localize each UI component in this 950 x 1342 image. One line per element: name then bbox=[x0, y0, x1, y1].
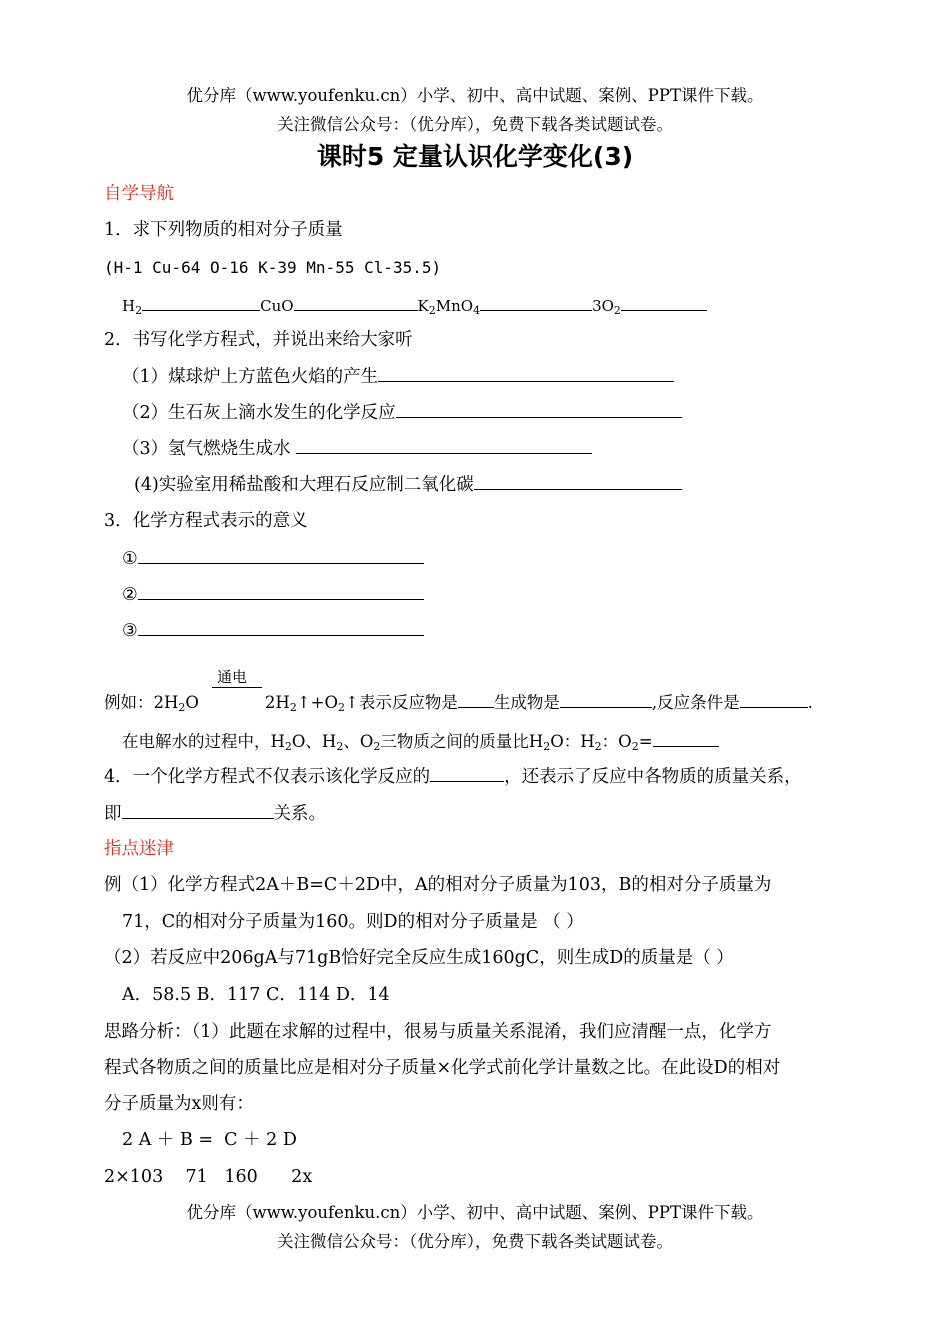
blank-cuo[interactable] bbox=[294, 293, 418, 311]
meaning-3: ③ bbox=[122, 618, 424, 643]
blank-k2mno4[interactable] bbox=[480, 293, 592, 311]
analysis-line-3: 分子质量为x则有： bbox=[104, 1094, 254, 1114]
blank-meaning-3[interactable] bbox=[138, 618, 424, 636]
equation-values: 2×103 71 160 2x bbox=[104, 1167, 313, 1187]
blank-2-2[interactable] bbox=[396, 400, 682, 418]
blank-condition[interactable] bbox=[740, 690, 808, 708]
analysis-line-1: 思路分析：（1）此题在求解的过程中，很易与质量关系混淆，我们应清醒一点，化学方 bbox=[104, 1022, 772, 1042]
example-line-3: （2）若反应中206gA与71gB恰好完全反应生成160gC，则生成D的质量是（ ） bbox=[104, 948, 734, 968]
blank-2-4[interactable] bbox=[474, 472, 682, 490]
section-heading-self-study: 自学导航 bbox=[104, 184, 174, 204]
question-2-item-3: （3）氢气燃烧生成水 bbox=[122, 436, 592, 461]
question-4-line-2: 即 关系。 bbox=[104, 801, 326, 826]
blank-q4-1[interactable] bbox=[430, 764, 504, 782]
meaning-2: ② bbox=[122, 582, 424, 607]
reaction-condition-line bbox=[212, 687, 262, 688]
question-3-text: 3．化学方程式表示的意义 bbox=[104, 511, 308, 531]
example-line-2: 71，C的相对分子质量为160。则D的相对分子质量是 （ ） bbox=[122, 912, 584, 932]
blank-h2[interactable] bbox=[142, 293, 260, 311]
footer-line-2: 关注微信公众号：（优分库），免费下载各类试题试卷。 bbox=[277, 1232, 673, 1251]
section-heading-tips: 指点迷津 bbox=[104, 839, 174, 859]
blank-2-1[interactable] bbox=[378, 364, 674, 382]
blank-product[interactable] bbox=[560, 690, 652, 708]
question-2-item-1: （1）煤球炉上方蓝色火焰的产生 bbox=[122, 364, 674, 389]
question-4-line-1: 4．一个化学方程式不仅表示该化学反应的 ，还表示了反应中各物质的质量关系， bbox=[104, 764, 802, 789]
question-2-item-2: （2）生石灰上滴水发生的化学反应 bbox=[122, 400, 682, 425]
question-1-blanks: $H_2$ CuO $K_2MnO_4$ $3O_2$ bbox=[122, 293, 707, 323]
meaning-1: ① bbox=[122, 546, 424, 571]
question-1-atomic-masses: (H-1 Cu-64 O-16 K-39 Mn-55 Cl-35.5) bbox=[104, 258, 442, 277]
reaction-condition: 通电 bbox=[217, 668, 248, 686]
blank-2-3[interactable] bbox=[296, 436, 592, 454]
header-line-1: 优分库（www.youfenku.cn）小学、初中、高中试题、案例、PPT课件下载。 bbox=[186, 86, 764, 105]
blank-reactant[interactable] bbox=[458, 690, 494, 708]
blank-meaning-2[interactable] bbox=[138, 582, 424, 600]
header-line-2: 关注微信公众号：（优分库），免费下载各类试题试卷。 bbox=[277, 115, 673, 134]
blank-3o2[interactable] bbox=[621, 293, 707, 311]
page-title: 课时5 定量认识化学变化(3) bbox=[316, 142, 634, 171]
footer-line-1: 优分库（www.youfenku.cn）小学、初中、高中试题、案例、PPT课件下载。 bbox=[186, 1203, 764, 1222]
example-options: A．58.5 B．117 C．114 D．14 bbox=[122, 985, 390, 1005]
blank-q4-2[interactable] bbox=[122, 801, 274, 819]
mass-ratio-line: 在电解水的过程中，$H_2O$、$H_2$、$O_2$三物质之间的质量比$H_2O$：$H_2$：$O_2=$ bbox=[122, 729, 719, 759]
analysis-line-2: 程式各物质之间的质量比应是相对分子质量×化学式前化学计量数之比。在此设D的相对 bbox=[104, 1058, 781, 1078]
question-2-item-4: (4)实验室用稀盐酸和大理石反应制二氧化碳 bbox=[134, 472, 682, 497]
question-1-text: 1．求下列物质的相对分子质量 bbox=[104, 220, 343, 240]
question-2-text: 2．书写化学方程式，并说出来给大家听 bbox=[104, 330, 413, 350]
blank-meaning-1[interactable] bbox=[138, 546, 424, 564]
blank-mass-ratio[interactable] bbox=[653, 729, 719, 747]
equation-2a-b: 2 A ＋ B = C ＋ 2 D bbox=[122, 1130, 297, 1150]
example-equation-line: 例如：$2H_2O$ $2H_2↑+O_2↑$表示反应物是 生成物是 ,反应条件是 . bbox=[104, 690, 813, 720]
example-line-1: 例（1）化学方程式2A＋B=C＋2D中，A的相对分子质量为103，B的相对分子质量为 bbox=[104, 875, 772, 895]
